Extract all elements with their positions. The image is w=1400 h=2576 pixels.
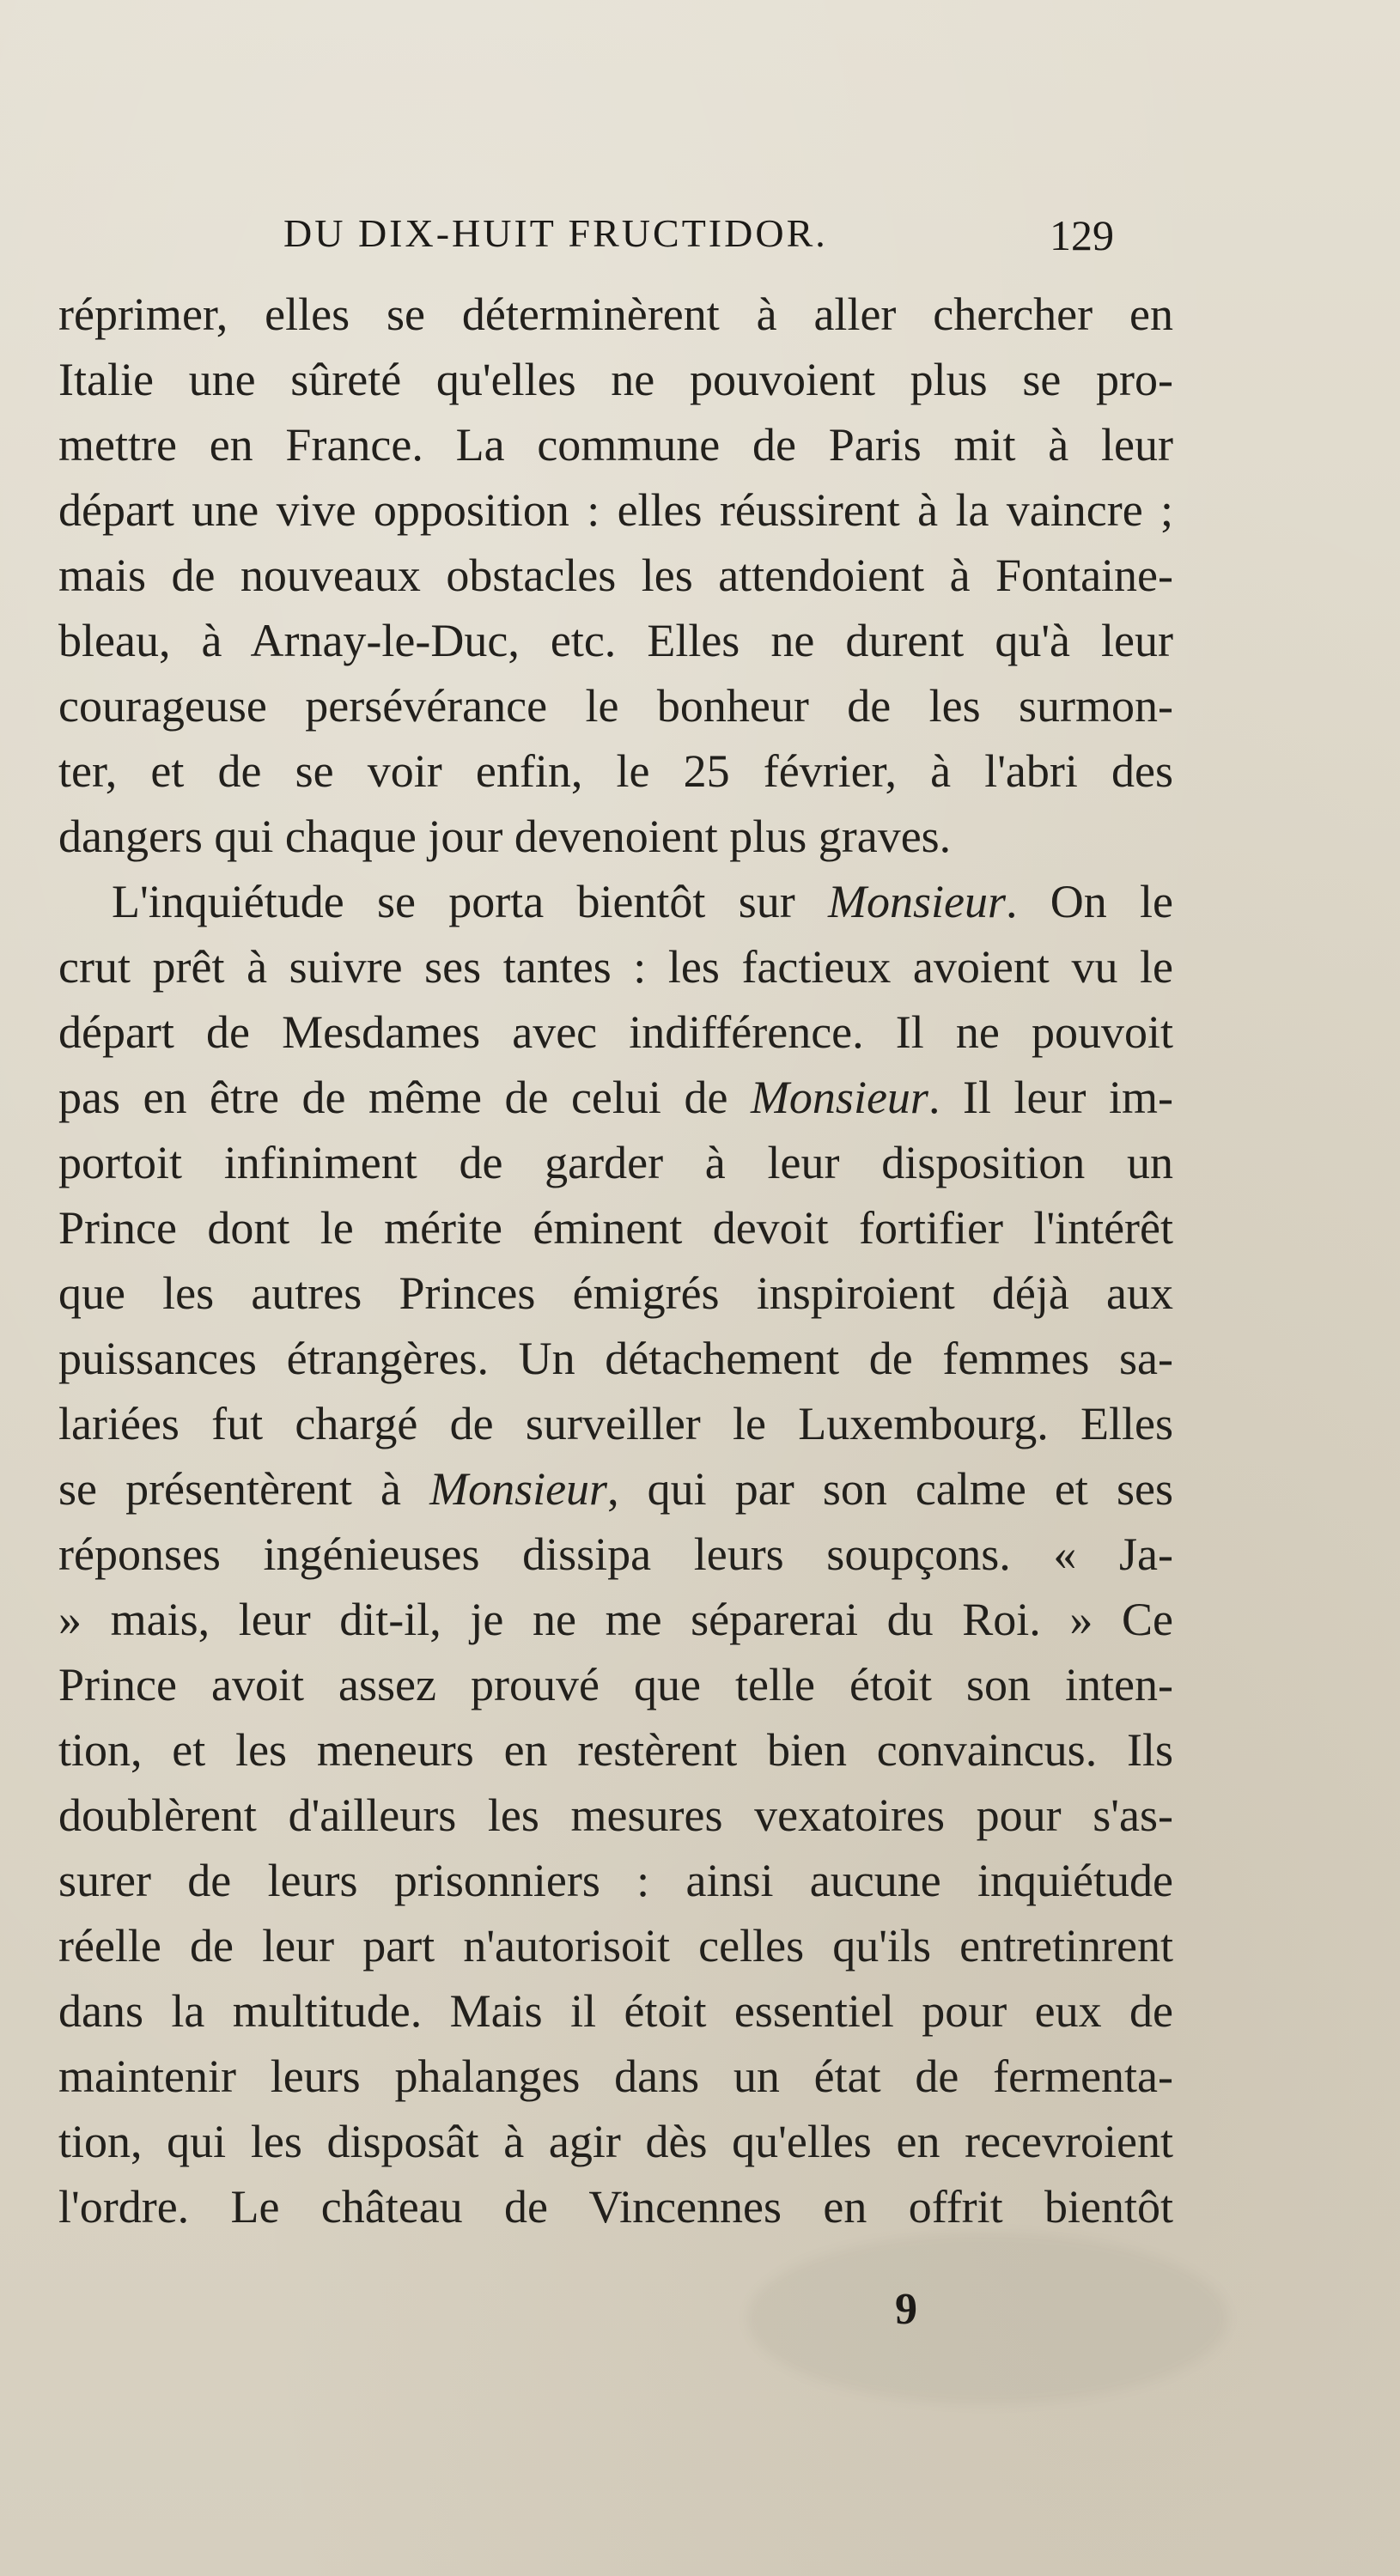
text-segment: se présentèrent à bbox=[58, 1463, 430, 1515]
text-line: portoit infiniment de garder à leur disposition un bbox=[58, 1137, 1173, 1188]
text-line: ter, et de se voir enfin, le 25 février, à l'abri des bbox=[58, 745, 1173, 797]
text-line: dans la multitude. Mais il étoit essentiel pour eux de bbox=[58, 1985, 1173, 2037]
text-line: réponses ingénieuses dissipa leurs soupçons. « Ja- bbox=[58, 1528, 1173, 1580]
text-line: Prince avoit assez prouvé que telle étoit son inten- bbox=[58, 1659, 1173, 1710]
text-line bbox=[58, 1456, 1173, 1522]
signature-mark: 9 bbox=[895, 2285, 917, 2334]
italic-name: Monsieur bbox=[827, 876, 1006, 927]
text-segment: L'inquiétude se porta bientôt sur bbox=[112, 876, 828, 927]
text-line: doublèrent d'ailleurs les mesures vexatoires pour s'as- bbox=[58, 1789, 1173, 1841]
text-line: l'ordre. Le château de Vincennes en offrit bientôt bbox=[58, 2181, 1173, 2233]
text-line: puissances étrangères. Un détachement de femmes sa- bbox=[58, 1333, 1173, 1384]
text-segment: . Il leur im- bbox=[928, 1072, 1173, 1123]
text-line: crut prêt à suivre ses tantes : les factieux avoient vu le bbox=[58, 941, 1173, 993]
text-segment: , qui par son calme et ses bbox=[607, 1463, 1173, 1515]
text-line: réprimer, elles se déterminèrent à aller chercher en bbox=[58, 289, 1173, 340]
text-line: Italie une sûreté qu'elles ne pouvoient plus se pro- bbox=[58, 354, 1173, 405]
italic-name: Monsieur bbox=[750, 1072, 928, 1123]
text-line: bleau, à Arnay-le-Duc, etc. Elles ne durent qu'à leur bbox=[58, 615, 1173, 666]
text-line: départ de Mesdames avec indifférence. Il ne pouvoit bbox=[58, 1006, 1173, 1058]
body-text bbox=[58, 282, 1173, 2239]
text-line: maintenir leurs phalanges dans un état de fermenta- bbox=[58, 2050, 1173, 2102]
text-line bbox=[58, 869, 1173, 934]
text-line: Prince dont le mérite éminent devoit fortifier l'intérêt bbox=[58, 1202, 1173, 1254]
page-number: 129 bbox=[1050, 211, 1114, 259]
text-line: départ une vive opposition : elles réussirent à la vaincre ; bbox=[58, 484, 1173, 536]
text-segment: . On le bbox=[1005, 876, 1173, 927]
text-line: tion, et les meneurs en restèrent bien convaincus. Ils bbox=[58, 1724, 1173, 1776]
text-line: » mais, leur dit-il, je ne me séparerai du Roi. » Ce bbox=[58, 1594, 1173, 1645]
text-line: mais de nouveaux obstacles les attendoient à Fontaine- bbox=[58, 550, 1173, 601]
text-line: réelle de leur part n'autorisoit celles qu'ils entretinrent bbox=[58, 1920, 1173, 1971]
text-line: que les autres Princes émigrés inspiroient déjà aux bbox=[58, 1267, 1173, 1319]
paper-stain bbox=[747, 2233, 1228, 2404]
italic-name: Monsieur bbox=[429, 1463, 608, 1515]
text-line: dangers qui chaque jour devenoient plus graves. bbox=[58, 811, 952, 862]
text-line: courageuse persévérance le bonheur de les surmon- bbox=[58, 680, 1173, 732]
running-head bbox=[0, 210, 1400, 262]
text-line: lariées fut chargé de surveiller le Luxembourg. Elles bbox=[58, 1398, 1173, 1449]
text-line: tion, qui les disposât à agir dès qu'elles en recevroient bbox=[58, 2116, 1173, 2167]
text-line: surer de leurs prisonniers : ainsi aucune inquiétude bbox=[58, 1855, 1173, 1906]
text-line: mettre en France. La commune de Paris mit à leur bbox=[58, 419, 1173, 471]
running-head-title: DU DIX-HUIT FRUCTIDOR. bbox=[283, 211, 828, 255]
text-segment: pas en être de même de celui de bbox=[58, 1072, 751, 1123]
text-line bbox=[58, 1065, 1173, 1130]
